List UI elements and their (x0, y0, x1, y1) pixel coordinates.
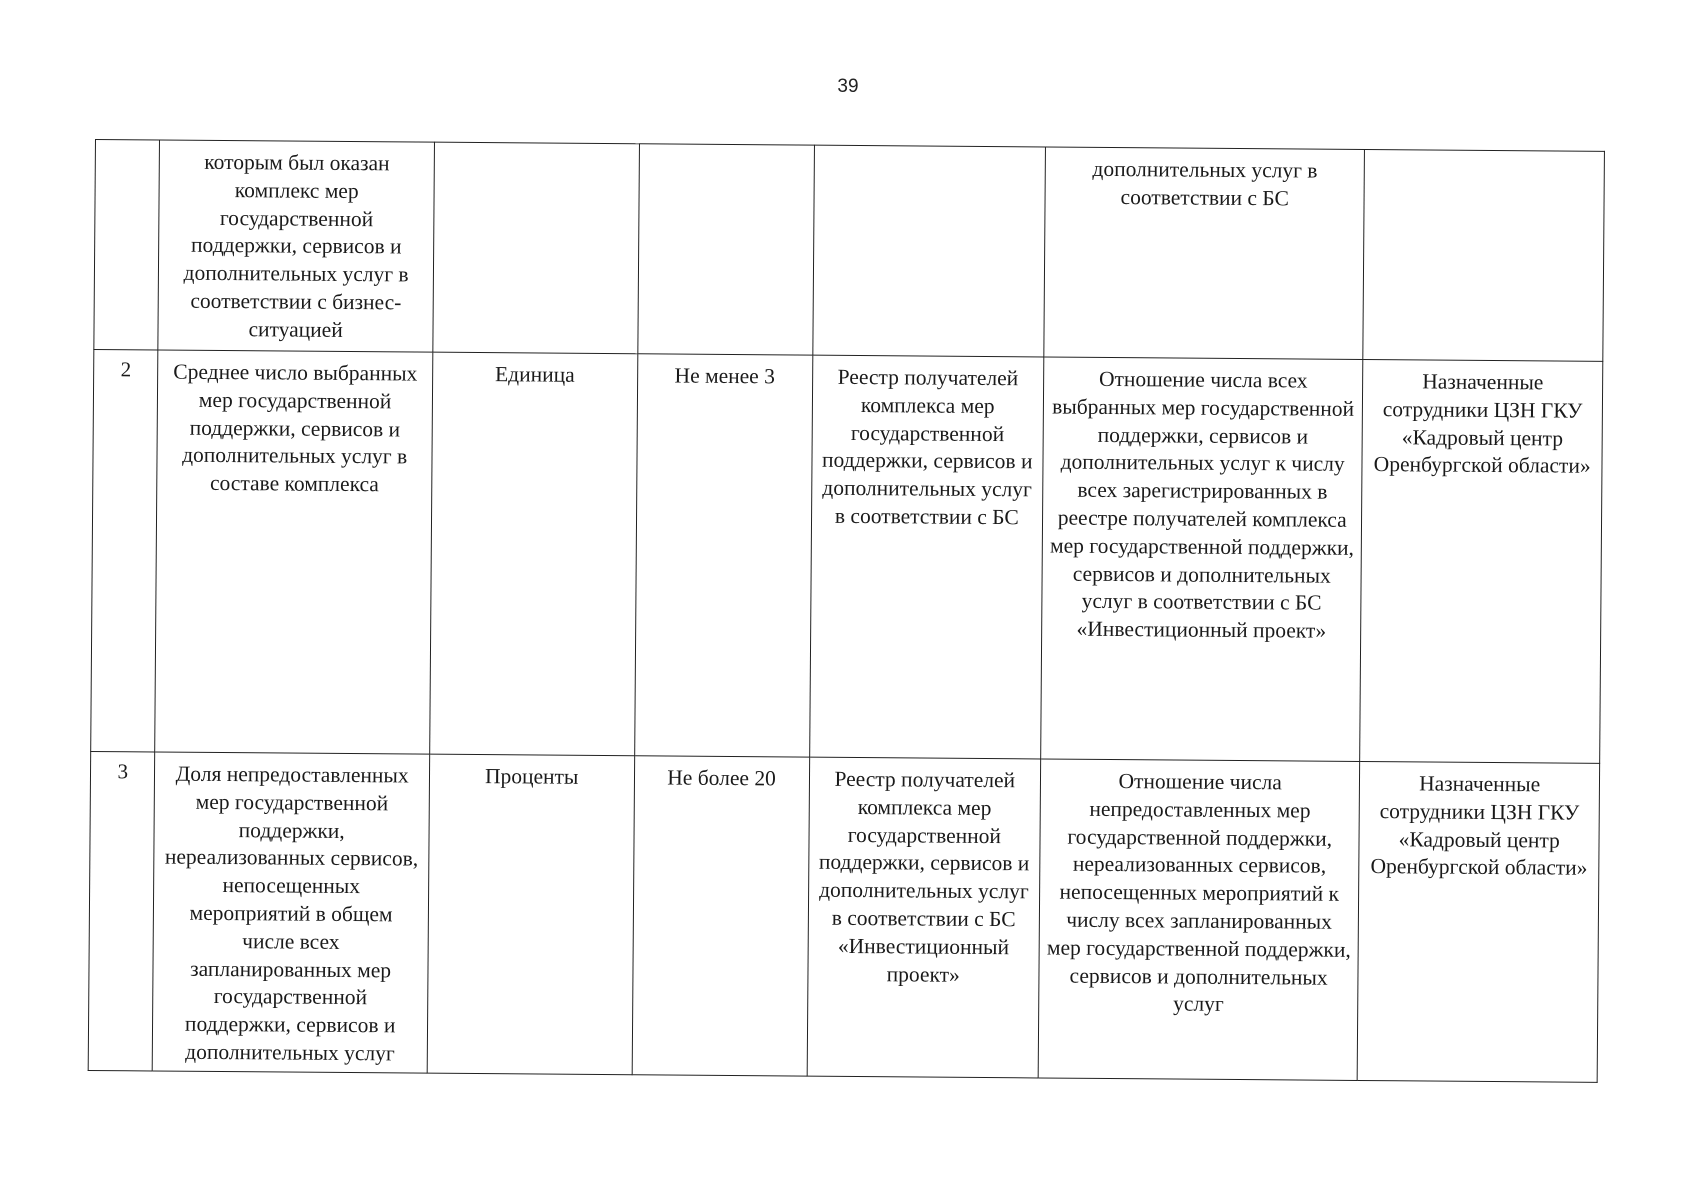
indicator-name-cell: Среднее число выбранных мер государственной поддержки, сервисов и дополнительных услуг в составе комплекса (155, 350, 433, 754)
table-row (91, 349, 1603, 763)
responsible-cell: Назначенные сотрудники ЦЗН ГКУ «Кадровый центр Оренбургской области» (1358, 761, 1600, 1082)
target-value-cell: Не более 20 (632, 756, 810, 1076)
target-value-cell: Не менее 3 (634, 354, 812, 757)
responsible-cell (1363, 149, 1604, 361)
indicator-name-cell: которым был оказан комплекс мер государственной поддержки, сервисов и дополнительных услуг в соответствии с бизнес-ситуацией (158, 140, 434, 352)
row-number: 3 (88, 751, 155, 1070)
row-number (94, 140, 160, 350)
calculation-method-cell: Отношение числа всех выбранных мер государственной поддержки, сервисов и дополнительных услуг к числу всех зарегистрированных в реестре получателей комплекса мер государственной поддержки, сервисов и дополнительных услуг в соответствии с БС «Инвестиционный проект» (1041, 357, 1364, 761)
page-number: 39 (837, 76, 859, 97)
table-row (88, 751, 1599, 1082)
row-number: 2 (91, 349, 159, 751)
indicator-name-cell: Доля непредоставленных мер государственной поддержки, нереализованных сервисов, непосещенных мероприятий в общем числе всех запланированных мер государственной поддержки, сервисов и дополнительных услуг (153, 752, 430, 1073)
calculation-method-cell: Отношение числа непредоставленных мер государственной поддержки, нереализованных сервисов, непосещенных мероприятий к числу всех запланированных мер государственной поддержки, сервисов и дополнительных услуг (1038, 759, 1360, 1080)
unit-cell (433, 142, 639, 354)
data-source-cell: Реестр получателей комплекса мер государственной поддержки, сервисов и дополнительных услуг в соответствии с БС «Инвестиционный проект» (807, 757, 1041, 1078)
data-source-cell (812, 145, 1045, 357)
calculation-method-cell: дополнительных услуг в соответствии с БС (1044, 147, 1365, 360)
indicators-table (88, 139, 1605, 1083)
unit-cell: Единица (430, 352, 638, 756)
table-row (94, 140, 1605, 362)
responsible-cell: Назначенные сотрудники ЦЗН ГКУ «Кадровый центр Оренбургской области» (1360, 359, 1603, 763)
unit-cell: Проценты (427, 754, 634, 1074)
data-source-cell: Реестр получателей комплекса мер государственной поддержки, сервисов и дополнительных услуг в соответствии с БС (809, 355, 1044, 759)
indicators-table-wrapper (88, 139, 1605, 1083)
target-value-cell (637, 144, 814, 355)
